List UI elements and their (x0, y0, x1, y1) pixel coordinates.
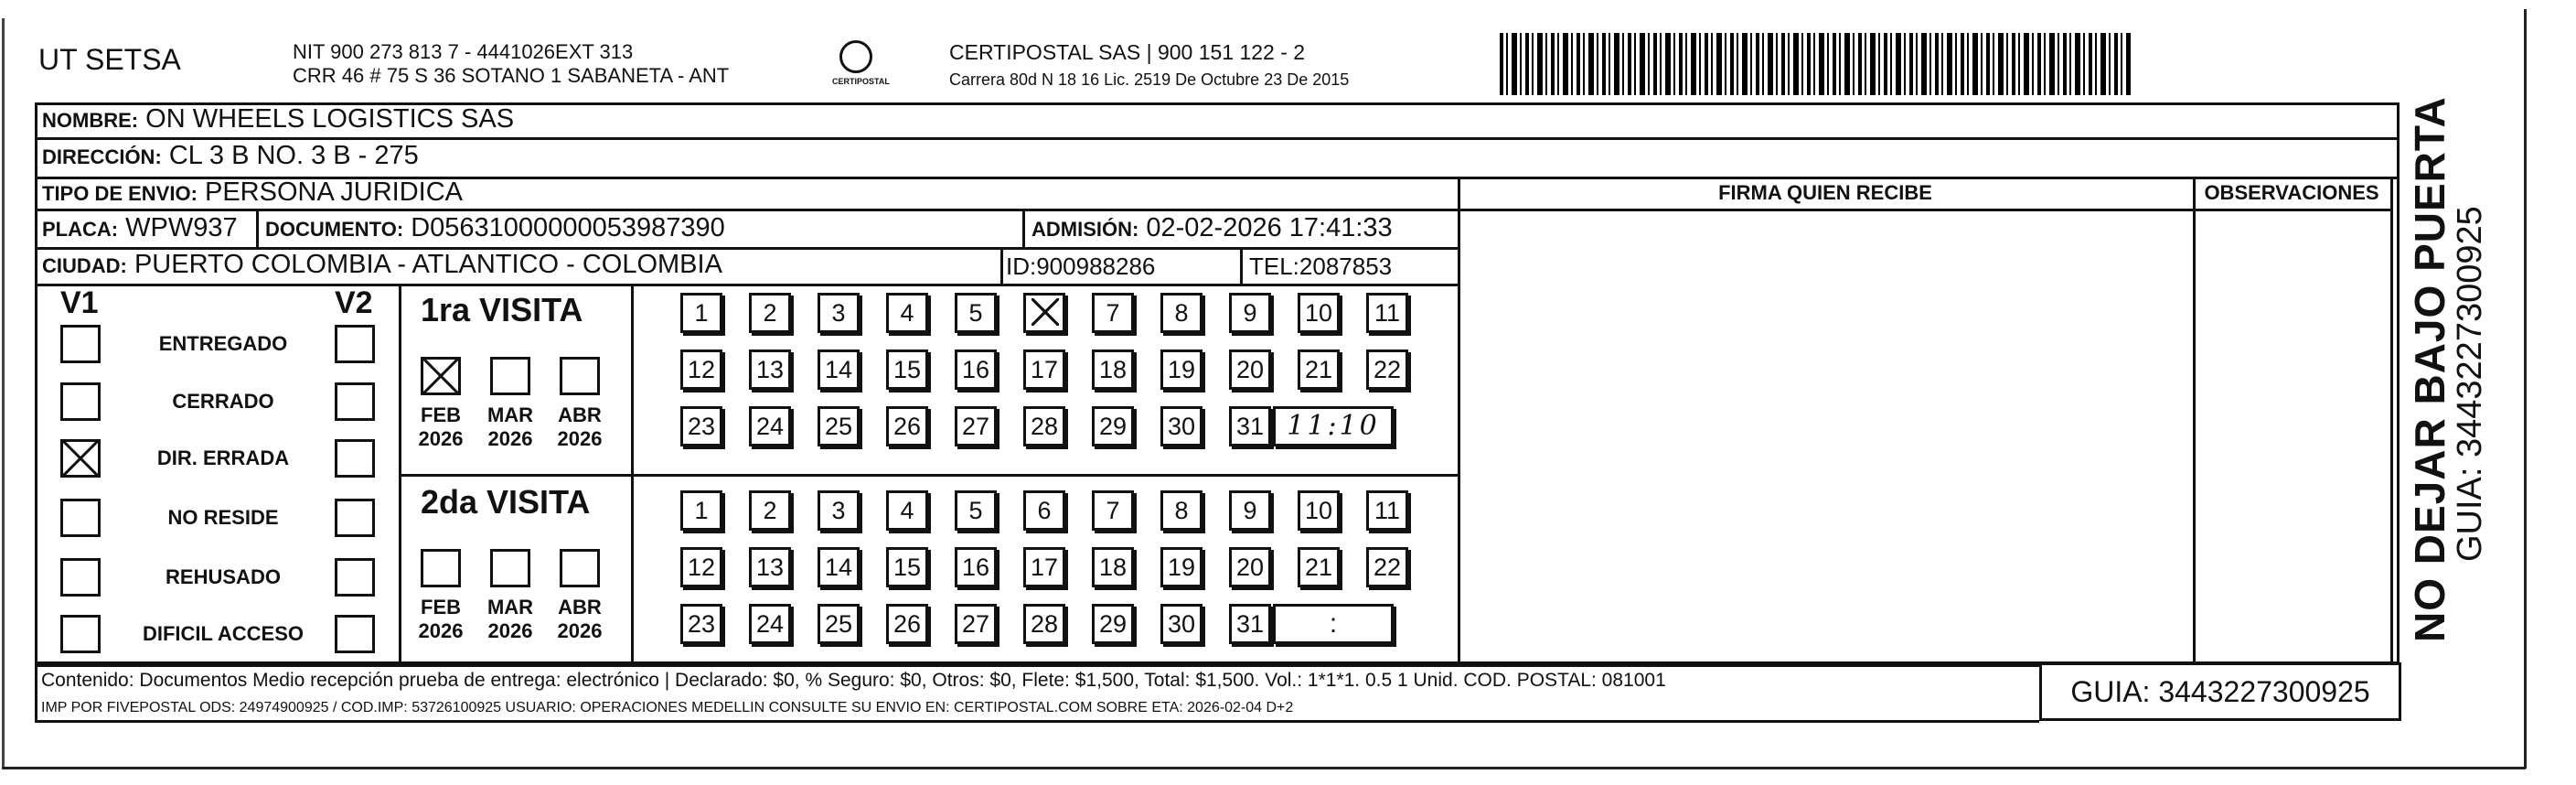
observaciones-area[interactable] (2198, 212, 2389, 661)
day-box[interactable]: 12 (680, 349, 722, 390)
year-label: 2026 (487, 427, 533, 450)
status-label: CERRADO (172, 390, 274, 413)
day-box[interactable]: 23 (680, 406, 722, 446)
month-label: ABR (558, 403, 602, 426)
year-label: 2026 (418, 619, 464, 642)
v2-checkbox[interactable] (335, 382, 375, 421)
tel-value: TEL:2087853 (1249, 253, 1393, 280)
day-box[interactable]: 11 (1366, 490, 1408, 531)
day-box[interactable]: 14 (818, 349, 860, 390)
observaciones-heading: OBSERVACIONES (2204, 181, 2379, 204)
month-label: MAR (486, 403, 534, 426)
day-box[interactable]: 4 (886, 490, 928, 531)
day-box[interactable]: 21 (1298, 349, 1340, 390)
nombre-label: NOMBRE: (42, 109, 139, 132)
day-box[interactable]: 3 (818, 490, 860, 531)
day-box[interactable]: 21 (1298, 547, 1340, 587)
status-label: ENTREGADO (158, 332, 288, 355)
direccion-field (42, 141, 419, 171)
documento-value: D05631000000053987390 (411, 213, 725, 242)
divider (2390, 177, 2393, 664)
v1-checkbox[interactable] (60, 558, 101, 597)
day-box[interactable]: 20 (1229, 349, 1271, 390)
day-box[interactable]: 13 (749, 349, 791, 390)
month-checkbox[interactable] (490, 549, 530, 587)
day-box[interactable]: 15 (886, 547, 928, 587)
documento-label: DOCUMENTO: (265, 218, 404, 241)
ciudad-field (42, 250, 722, 280)
placa-label: PLACA: (42, 218, 119, 241)
company-name: UT SETSA (38, 43, 181, 76)
nit-line-1: NIT 900 273 813 7 - 4441026EXT 313 (293, 40, 634, 63)
status-label: REHUSADO (166, 565, 281, 588)
time-box[interactable]: 11:10 (1273, 406, 1394, 446)
status-label: DIFICIL ACCESO (142, 622, 304, 645)
direccion-label: DIRECCIÓN: (42, 145, 162, 168)
firma-heading: FIRMA QUIEN RECIBE (1718, 181, 1932, 204)
year-label: 2026 (418, 427, 464, 450)
day-box[interactable]: 19 (1160, 349, 1202, 390)
tipo-label: TIPO DE ENVIO: (42, 182, 198, 205)
v2-checkbox[interactable] (335, 558, 375, 597)
placa-field (42, 213, 238, 243)
row-line (35, 720, 2039, 723)
day-box[interactable]: 19 (1160, 547, 1202, 587)
no-dejar-warning: NO DEJAR BAJO PUERTA (2406, 96, 2453, 642)
day-box[interactable] (1023, 293, 1065, 333)
signature-area[interactable] (1463, 212, 2189, 661)
day-box[interactable]: 30 (1160, 604, 1202, 644)
day-box[interactable]: 28 (1023, 406, 1065, 446)
row-line (399, 474, 1458, 477)
divider (2193, 177, 2196, 664)
row-line (35, 664, 2039, 667)
tipo-value: PERSONA JURIDICA (204, 177, 463, 207)
id-value: ID:900988286 (1006, 253, 1156, 280)
visit1-title: 1ra VISITA (421, 291, 583, 328)
divider (256, 209, 259, 247)
v2-checkbox[interactable] (335, 615, 375, 653)
day-box[interactable]: 4 (886, 293, 928, 333)
admision-field (1031, 213, 1393, 243)
divider (1000, 247, 1003, 284)
day-box[interactable]: 24 (749, 406, 791, 446)
v2-checkbox[interactable] (335, 439, 375, 478)
day-box[interactable]: 26 (886, 604, 928, 644)
day-box[interactable]: 16 (955, 349, 997, 390)
guia-box: GUIA: 3443227300925 (2039, 662, 2401, 721)
v1-checkbox[interactable] (60, 439, 101, 478)
day-box[interactable]: 8 (1160, 490, 1202, 531)
day-box[interactable]: 27 (955, 604, 997, 644)
v2-heading: V2 (335, 285, 373, 320)
direccion-value: CL 3 B NO. 3 B - 275 (168, 141, 419, 170)
day-box[interactable]: 28 (1023, 604, 1065, 644)
day-box[interactable]: 15 (886, 349, 928, 390)
v1-checkbox[interactable] (60, 325, 101, 363)
year-label: 2026 (557, 427, 603, 450)
day-box[interactable]: 11 (1366, 293, 1408, 333)
footer-content: Contenido: Documentos Medio recepción prueba de entrega: electrónico | Declarado: $0, % Seguro: $0, Otros: $0, Flete: $1,500, Total: $1,500. Vol.: 1*1*1. 0.5 1 Unid. COD. POSTAL: 081001 (41, 670, 1666, 691)
footer-print-info: IMP POR FIVEPOSTAL ODS: 24974900925 / COD.IMP: 53726100925 USUARIO: OPERACIONES MEDELLIN CONSULTE SU ENVIO EN: CERTIPOSTAL.COM SOBRE ETA: 2026-02-04 D+2 (41, 700, 1294, 715)
time-box[interactable]: : (1273, 604, 1394, 644)
row-line (35, 209, 1458, 211)
scan-edge-bottom (2, 767, 2526, 769)
day-box[interactable]: 14 (818, 547, 860, 587)
day-box[interactable]: 1 (680, 490, 722, 531)
day-box[interactable]: 13 (749, 547, 791, 587)
day-box[interactable]: 24 (749, 604, 791, 644)
certipostal-line-1: CERTIPOSTAL SAS | 900 151 122 - 2 (949, 40, 1306, 64)
month-label: FEB (421, 403, 461, 426)
month-checkbox[interactable] (421, 549, 461, 587)
day-box[interactable]: 10 (1298, 490, 1340, 531)
year-label: 2026 (487, 619, 533, 642)
v2-checkbox[interactable] (335, 499, 375, 537)
day-box[interactable]: 29 (1092, 406, 1134, 446)
day-box[interactable]: 8 (1160, 293, 1202, 333)
admision-value: 02-02-2026 17:41:33 (1146, 213, 1393, 242)
day-box[interactable]: 30 (1160, 406, 1202, 446)
divider (35, 664, 37, 721)
day-box[interactable]: 7 (1092, 293, 1134, 333)
day-box[interactable]: 1 (680, 293, 722, 333)
day-box[interactable]: 25 (818, 604, 860, 644)
day-box[interactable]: 2 (749, 293, 791, 333)
month-checkbox[interactable] (560, 549, 600, 587)
ciudad-label: CIUDAD: (42, 254, 127, 277)
status-label: NO RESIDE (167, 506, 279, 529)
day-box[interactable]: 25 (818, 406, 860, 446)
row-line (35, 284, 1458, 286)
visit2-title: 2da VISITA (421, 483, 591, 521)
day-box[interactable]: 31 (1229, 604, 1271, 644)
day-box[interactable]: 27 (955, 406, 997, 446)
row-line (35, 137, 2400, 140)
year-label: 2026 (557, 619, 603, 642)
v1-checkbox[interactable] (60, 382, 101, 421)
nombre-value: ON WHEELS LOGISTICS SAS (145, 104, 515, 134)
day-box[interactable]: 7 (1092, 490, 1134, 531)
day-box[interactable]: 6 (1023, 490, 1065, 531)
certipostal-line-2: Carrera 80d N 18 16 Lic. 2519 De Octubre 23 De 2015 (949, 70, 1350, 89)
day-box[interactable]: 22 (1366, 547, 1408, 587)
day-box[interactable]: 3 (818, 293, 860, 333)
day-box[interactable]: 22 (1366, 349, 1408, 390)
v1-checkbox[interactable] (60, 499, 101, 537)
day-box[interactable]: 18 (1092, 547, 1134, 587)
day-box[interactable]: 18 (1092, 349, 1134, 390)
scan-edge-left (2, 18, 5, 769)
divider (1022, 209, 1025, 247)
v2-checkbox[interactable] (335, 325, 375, 363)
day-box[interactable]: 23 (680, 604, 722, 644)
row-line (1458, 209, 2390, 211)
day-box[interactable]: 2 (749, 490, 791, 531)
scan-edge-right (2524, 9, 2527, 769)
month-checkbox[interactable] (421, 357, 461, 395)
placa-value: WPW937 (125, 213, 238, 242)
divider (1240, 247, 1243, 284)
certipostal-logo-icon (839, 40, 872, 73)
day-box[interactable]: 31 (1229, 406, 1271, 446)
day-box[interactable]: 12 (680, 547, 722, 587)
month-checkbox[interactable] (560, 357, 600, 395)
day-box[interactable]: 20 (1229, 547, 1271, 587)
logo-caption: CERTIPOSTAL (832, 77, 890, 86)
nombre-field (42, 104, 514, 134)
day-box[interactable]: 5 (955, 490, 997, 531)
month-label: MAR (486, 596, 534, 618)
month-label: FEB (421, 596, 461, 618)
barcode-icon (1500, 33, 2131, 95)
month-checkbox[interactable] (490, 357, 530, 395)
day-box[interactable]: 17 (1023, 349, 1065, 390)
status-label: DIR. ERRADA (156, 446, 290, 469)
day-box[interactable]: 17 (1023, 547, 1065, 587)
month-label: ABR (558, 596, 602, 618)
documento-field (265, 213, 725, 243)
nit-line-2: CRR 46 # 75 S 36 SOTANO 1 SABANETA - ANT (293, 64, 730, 87)
side-guia: GUIA: 3443227300925 (2451, 206, 2489, 562)
v1-heading: V1 (60, 285, 99, 320)
day-box[interactable]: 29 (1092, 604, 1134, 644)
tipo-envio-field (42, 177, 463, 208)
day-box[interactable]: 9 (1229, 293, 1271, 333)
ciudad-value: PUERTO COLOMBIA - ATLANTICO - COLOMBIA (134, 250, 722, 279)
divider (1458, 177, 1460, 664)
day-box[interactable]: 9 (1229, 490, 1271, 531)
v1-checkbox[interactable] (60, 615, 101, 653)
admision-label: ADMISIÓN: (1031, 218, 1139, 241)
day-box[interactable]: 26 (886, 406, 928, 446)
day-box[interactable]: 10 (1298, 293, 1340, 333)
day-box[interactable]: 16 (955, 547, 997, 587)
day-box[interactable]: 5 (955, 293, 997, 333)
